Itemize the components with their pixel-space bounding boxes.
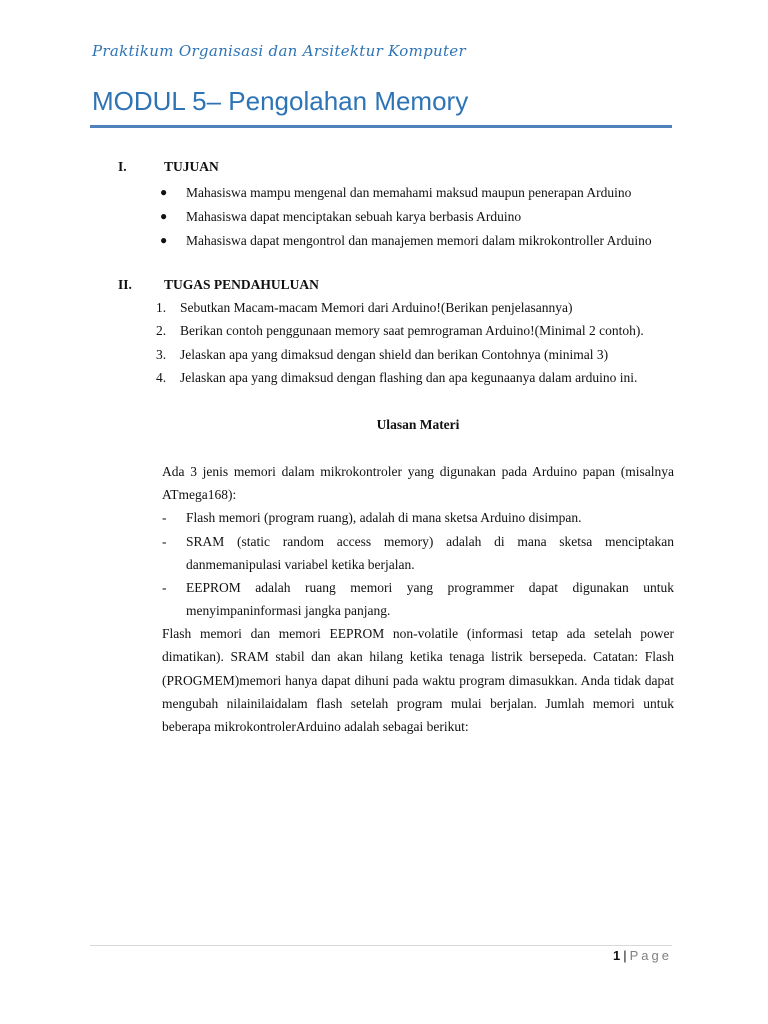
page-label: Page [629,948,672,963]
section-label: TUGAS PENDAHULUAN [164,277,319,292]
bullet-icon: ● [160,233,168,247]
list-item: - SRAM (static random access memory) adalah di mana sketsa menciptakan danmemanipulasi variabel ketika berjalan. [162,530,674,577]
module-title: MODUL 5– Pengolahan Memory [92,86,469,116]
dash-marker: - [162,534,167,549]
footer-separator: | [623,948,627,963]
footer-divider [90,945,672,946]
dash-marker: - [162,580,167,595]
list-item: 1. Sebutkan Macam-macam Memori dari Arduino!(Berikan penjelasannya) [156,300,573,315]
section-label: TUJUAN [164,159,219,174]
running-header: Praktikum Organisasi dan Arsitektur Komputer [92,42,466,60]
page-footer [613,948,672,963]
paragraph-body: Flash memori dan memori EEPROM non-volatile (informasi tetap ada setelah power dimatikan). SRAM stabil dan akan hilang ketika tenaga listrik bersepeda. Catatan: Flash (PROGMEM)memori hanya dapat dihuni pada waktu program dimasukkan. Anda tidak dapat mengubah nilainilaidalam flash setelah program mulai berjalan. Jumlah memori untuk beberapa mikrokontrolerArduino adalah sebagai berikut: [162,626,674,735]
list-item: ● Mahasiswa mampu mengenal dan memahami maksud maupun penerapan Arduino [160,181,674,204]
list-item: - EEPROM adalah ruang memori yang programmer dapat digunakan untuk menyimpaninformasi jangka panjang. [162,576,674,623]
page-number: 1 [613,948,621,963]
list-item: 4. Jelaskan apa yang dimaksud dengan flashing dan apa kegunaanya dalam arduino ini. [156,370,638,385]
list-item: ● Mahasiswa dapat menciptakan sebuah karya berbasis Arduino [160,205,674,228]
bullet-icon: ● [160,209,168,223]
list-item: 3. Jelaskan apa yang dimaksud dengan shield dan berikan Contohnya (minimal 3) [156,347,609,362]
list-item: ● Mahasiswa dapat mengontrol dan manajemen memori dalam mikrokontroller Arduino [160,229,674,252]
dash-marker: - [162,510,167,525]
list-item: - Flash memori (program ruang), adalah di mana sketsa Arduino disimpan. [162,506,674,529]
title-underline [90,125,672,128]
bullet-icon: ● [160,185,168,199]
paragraph-intro: Ada 3 jenis memori dalam mikrokontroler yang digunakan pada Arduino papan (misalnya ATmega168): [162,464,674,503]
subheading-ulasan-materi: Ulasan Materi [376,417,460,432]
section-number: II. [118,277,132,292]
section-number: I. [118,159,127,174]
list-item: 2. Berikan contoh penggunaan memory saat pemrograman Arduino!(Minimal 2 contoh). [156,323,644,338]
